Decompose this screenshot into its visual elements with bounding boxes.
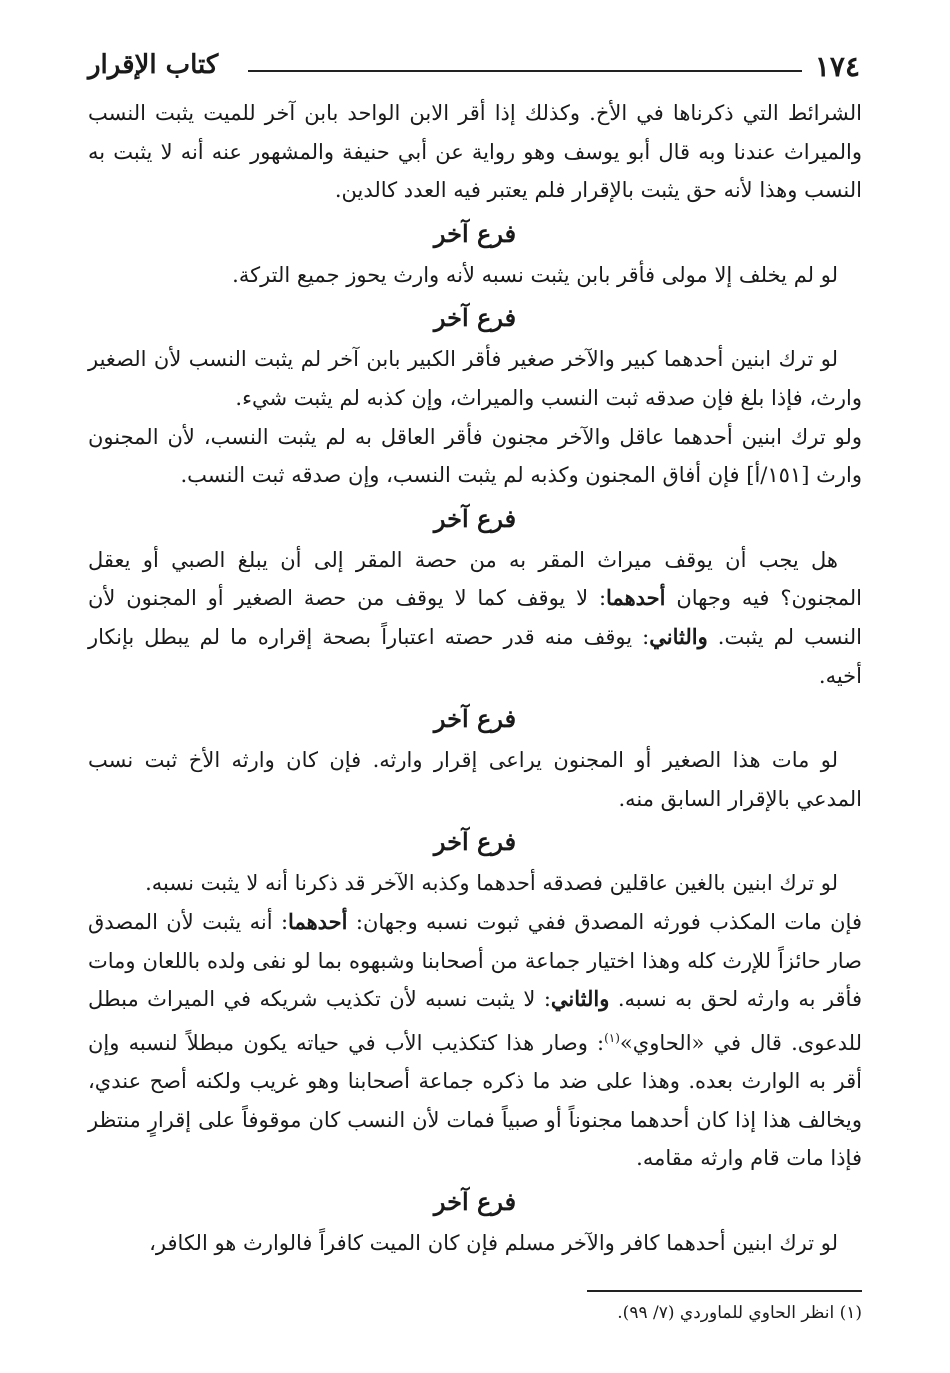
bold-term: والثاني (649, 623, 708, 649)
intro-paragraph: الشرائط التي ذكرناها في الأخ. وكذلك إذا أقر الابن الواحد بابن آخر للميت يثبت النسب والميراث عندنا وبه قال أبو يوسف وهو رواية عن أبي حنيفة والمشهور عنه أنه لا يثبت به النسب وهذا لأنه حق يثبت بالإقرار فلم يعتبر فيه العدد كالدين. (88, 101, 862, 203)
page-number: ١٧٤ (814, 50, 860, 83)
paragraph: ولو ترك ابنين أحدهما عاقل والآخر مجنون فأقر العاقل به لم يثبت النسب، لأن المجنون وارث [١٥١/أ] فإن أفاق المجنون وكذبه لم يثبت النسب، وإن صدقه ثبت النسب. (88, 424, 862, 488)
bold-term: أحدهما (288, 908, 348, 934)
section-heading: فرع آخر (433, 1187, 517, 1217)
paragraph (88, 903, 862, 1178)
section-heading: فرع آخر (433, 704, 517, 734)
text-run: : أنه يثبت لأن المصدق صار حائزاً للإرث كله وهذا اختيار جماعة من أصحابنا وشبهوه بما لو نفى ولده باللعان ومات فأقر به وارثه لحق به نسبه. (88, 909, 862, 1012)
paragraph: لو لم يخلف إلا مولى فأقر بابن يثبت نسبه لأنه وارث يحوز جميع التركة. (232, 262, 838, 287)
section-heading: فرع آخر (433, 218, 517, 248)
paragraph: لو ترك ابنين أحدهما كبير والآخر صغير فأقر الكبير بابن آخر لم يثبت النسب لأن الصغير وارث، فإذا بلغ فإن صدقه ثبت النسب والميراث، وإن كذبه لم يثبت شيء. (88, 347, 862, 410)
footnote-rule (587, 1290, 862, 1292)
text-run: : وصار هذا كتكذيب الأب في حياته يكون مبطلاً لنسبه وإن أقر به الوارث بعده. وهذا على ضد ما ذكره جماعة أصحابنا وهو غريب ولكنه أصح عندي، ويخالف هذا إذا كان أحدهما مجنوناً أو صبياً فمات لأن النسب كان موقوفاً على إقرارٍ منتظر فإذا مات قام وارثه مقامه. (88, 1030, 862, 1171)
paragraph: لو ترك ابنين أحدهما كافر والآخر مسلم فإن كان الميت كافراً فالوارث هو الكافر، (149, 1231, 838, 1256)
bold-term: أحدهما (606, 585, 666, 611)
section-heading: فرع آخر (433, 303, 517, 333)
section-heading: فرع آخر (433, 827, 517, 857)
page-header (88, 46, 860, 90)
paragraph (88, 541, 862, 695)
text-run: هل يجب أن يوقف ميراث المقر به من حصة المقر إلى أن يبلغ الصبي أو يعقل المجنون؟ فيه وجهان (88, 547, 862, 611)
bold-term: والثاني (550, 986, 610, 1012)
text-run: : يوقف منه قدر حصته اعتباراً بصحة إقراره ما لم يبطل بإنكار أخيه. (88, 624, 862, 688)
text-run: : لا يثبت نسبه لأن تكذيب شريكه في الميراث مبطل للدعوى. قال في «الحاوي» (88, 987, 862, 1055)
footnote-ref[interactable]: (١) (604, 1030, 620, 1045)
text-run: فإن مات المكذب فورثه المصدق ففي ثبوت نسبه وجهان: (347, 909, 862, 934)
text-run: : لا يوقف كما لا يوقف من حصة الصغير أو المجنون لأن النسب لم يثبت. (88, 586, 862, 649)
paragraph: لو ترك ابنين بالغين عاقلين فصدقه أحدهما وكذبه الآخر قد ذكرنا أنه لا يثبت نسبه. (145, 871, 838, 896)
paragraph: لو مات هذا الصغير أو المجنون يراعى إقرار وارثه. فإن كان وارثه الأخ ثبت نسب المدعي بالإقرار السابق منه. (88, 748, 862, 811)
section-heading: فرع آخر (433, 503, 517, 533)
footnote: (١) انظر الحاوي للماوردي (٧/ ٩٩). (617, 1303, 862, 1323)
book-title: كتاب الإقرار (88, 50, 219, 80)
page-body (88, 94, 862, 1263)
header-rule (248, 70, 802, 72)
